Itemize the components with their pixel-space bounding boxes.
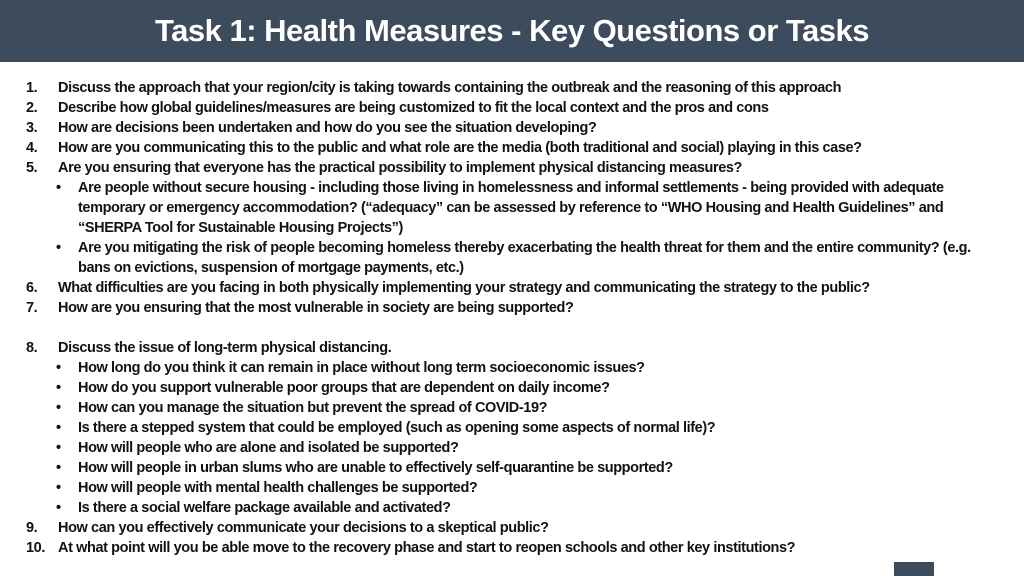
number-marker: 2.: [26, 100, 38, 116]
item-text: How will people who are alone and isolated be supported?: [78, 440, 459, 456]
item-text: At what point will you be able move to the recovery phase and start to reopen schools and other key institutions?: [58, 540, 796, 556]
sub-bullet-item: [26, 458, 1000, 478]
number-marker: 4.: [26, 140, 38, 156]
number-marker: 1.: [26, 80, 38, 96]
item-text: Is there a stepped system that could be employed (such as opening some aspects of normal life)?: [78, 420, 716, 436]
item-text: What difficulties are you facing in both physically implementing your strategy and communicating the strategy to the public?: [58, 280, 870, 296]
sub-bullet-item: [26, 378, 1000, 398]
sub-bullet-item: [26, 498, 1000, 518]
numbered-item: [26, 78, 1000, 98]
item-text: How will people in urban slums who are unable to effectively self-quarantine be supported?: [78, 460, 673, 476]
item-text: Is there a social welfare package available and activated?: [78, 500, 451, 516]
sub-bullet-item: [26, 438, 1000, 458]
slide-title: Task 1: Health Measures - Key Questions or Tasks: [155, 13, 869, 48]
numbered-item: [26, 538, 1000, 558]
number-marker: 5.: [26, 160, 38, 176]
numbered-item: [26, 298, 1000, 318]
item-text: How can you effectively communicate your decisions to a skeptical public?: [58, 520, 549, 536]
item-text: Are people without secure housing - including those living in homelessness and informal settlements - being provided with adequate temporary or emergency accommodation? (“adequacy” can be assessed by reference to “WHO Housing and Health Guidelines” and “SHERPA Tool for Sustainable Housing Projects”): [78, 180, 944, 236]
sub-bullet-item: [26, 478, 1000, 498]
number-marker: 9.: [26, 520, 38, 536]
numbered-item: [26, 118, 1000, 138]
number-marker: 10.: [26, 540, 45, 556]
bullet-marker: •: [56, 480, 61, 496]
number-marker: 7.: [26, 300, 38, 316]
sub-bullet-item: [26, 418, 1000, 438]
slide-body: [0, 62, 1024, 558]
bullet-marker: •: [56, 360, 61, 376]
numbered-item: [26, 518, 1000, 538]
item-text: Are you mitigating the risk of people becoming homeless thereby exacerbating the health threat for them and the entire community? (e.g. bans on evictions, suspension of mortgage payments, etc.): [78, 240, 971, 276]
bullet-marker: •: [56, 400, 61, 416]
question-list: [26, 78, 1000, 558]
number-marker: 3.: [26, 120, 38, 136]
item-text: How will people with mental health challenges be supported?: [78, 480, 478, 496]
bullet-marker: •: [56, 460, 61, 476]
item-text: Discuss the issue of long-term physical distancing.: [58, 340, 392, 356]
number-marker: 8.: [26, 340, 38, 356]
item-text: How do you support vulnerable poor groups that are dependent on daily income?: [78, 380, 610, 396]
sub-bullet-item: [26, 178, 1000, 238]
numbered-item: [26, 158, 1000, 178]
item-text: Are you ensuring that everyone has the practical possibility to implement physical distancing measures?: [58, 160, 743, 176]
item-text: How long do you think it can remain in place without long term socioeconomic issues?: [78, 360, 645, 376]
bullet-marker: •: [56, 420, 61, 436]
sub-bullet-item: [26, 358, 1000, 378]
numbered-item: [26, 338, 1000, 358]
bullet-marker: •: [56, 180, 61, 196]
bullet-marker: •: [56, 380, 61, 396]
item-text: How can you manage the situation but prevent the spread of COVID-19?: [78, 400, 548, 416]
corner-decoration: [894, 562, 934, 576]
bullet-marker: •: [56, 240, 61, 256]
sub-bullet-item: [26, 398, 1000, 418]
number-marker: 6.: [26, 280, 38, 296]
item-text: Discuss the approach that your region/city is taking towards containing the outbreak and the reasoning of this approach: [58, 80, 842, 96]
slide-header: [0, 0, 1024, 62]
list-spacer: [26, 318, 1000, 338]
sub-bullet-item: [26, 238, 1000, 278]
item-text: How are you ensuring that the most vulnerable in society are being supported?: [58, 300, 574, 316]
bullet-marker: •: [56, 500, 61, 516]
item-text: How are you communicating this to the public and what role are the media (both traditional and social) playing in this case?: [58, 140, 862, 156]
numbered-item: [26, 138, 1000, 158]
numbered-item: [26, 98, 1000, 118]
item-text: Describe how global guidelines/measures are being customized to fit the local context and the pros and cons: [58, 100, 769, 116]
item-text: How are decisions been undertaken and how do you see the situation developing?: [58, 120, 597, 136]
numbered-item: [26, 278, 1000, 298]
bullet-marker: •: [56, 440, 61, 456]
